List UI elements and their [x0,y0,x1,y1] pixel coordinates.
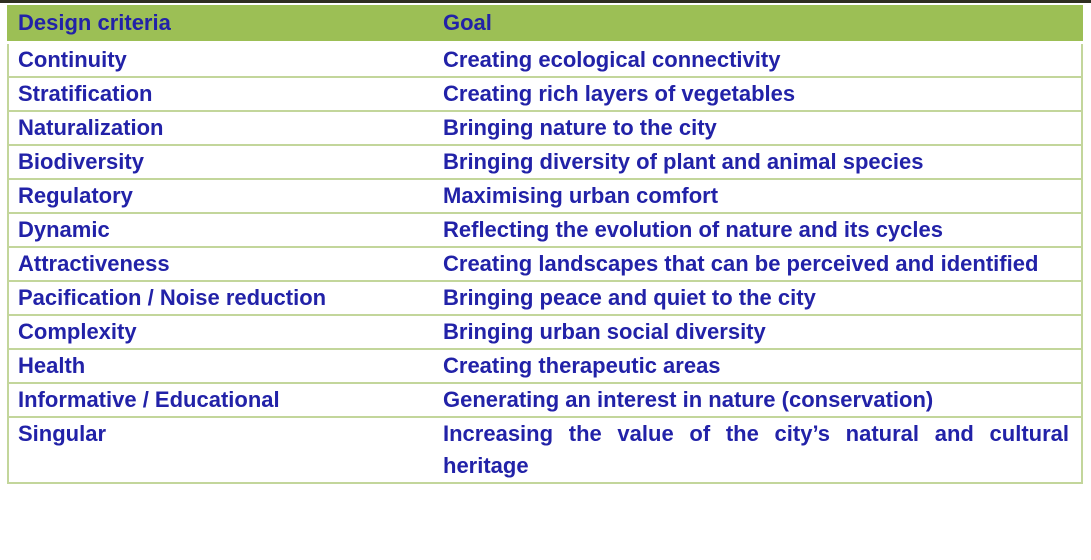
table-row [9,416,1081,482]
design-criteria-table [7,5,1083,484]
goal-cell: Increasing the value of the city’s natural and cultural heritage [443,421,1069,478]
table-header-row [7,5,1083,41]
table-body [7,44,1083,484]
criteria-cell: Regulatory [18,183,133,208]
criteria-cell: Dynamic [18,217,110,242]
criteria-cell: Continuity [18,47,127,72]
goal-cell: Reflecting the evolution of nature and its cycles [443,217,943,242]
table-row [9,246,1081,280]
column-header-goal: Goal [443,10,492,35]
table-row [9,178,1081,212]
table-row [9,212,1081,246]
goal-cell: Creating rich layers of vegetables [443,81,796,106]
criteria-cell: Informative / Educational [18,387,280,412]
table-row [9,44,1081,76]
criteria-cell: Attractiveness [18,251,170,276]
table-row [9,110,1081,144]
criteria-cell: Health [18,353,86,378]
goal-cell: Creating landscapes that can be perceived and identified [443,251,1039,276]
table-row [9,144,1081,178]
goal-cell: Creating ecological connectivity [443,47,781,72]
goal-cell: Creating therapeutic areas [443,353,721,378]
table-row [9,76,1081,110]
table-row [9,382,1081,416]
goal-cell: Generating an interest in nature (conservation) [443,387,934,412]
goal-cell: Bringing nature to the city [443,115,717,140]
goal-cell: Maximising urban comfort [443,183,719,208]
goal-cell: Bringing peace and quiet to the city [443,285,816,310]
criteria-cell: Complexity [18,319,137,344]
goal-cell: Bringing diversity of plant and animal species [443,149,924,174]
table-row [9,314,1081,348]
criteria-cell: Pacification / Noise reduction [18,285,327,310]
criteria-cell: Stratification [18,81,153,106]
table-row [9,348,1081,382]
goal-cell: Bringing urban social diversity [443,319,766,344]
table-row [9,280,1081,314]
criteria-cell: Singular [18,421,107,446]
criteria-cell: Naturalization [18,115,164,140]
column-header-design-criteria: Design criteria [18,10,171,35]
criteria-cell: Biodiversity [18,149,144,174]
top-edge-line [0,0,1091,3]
